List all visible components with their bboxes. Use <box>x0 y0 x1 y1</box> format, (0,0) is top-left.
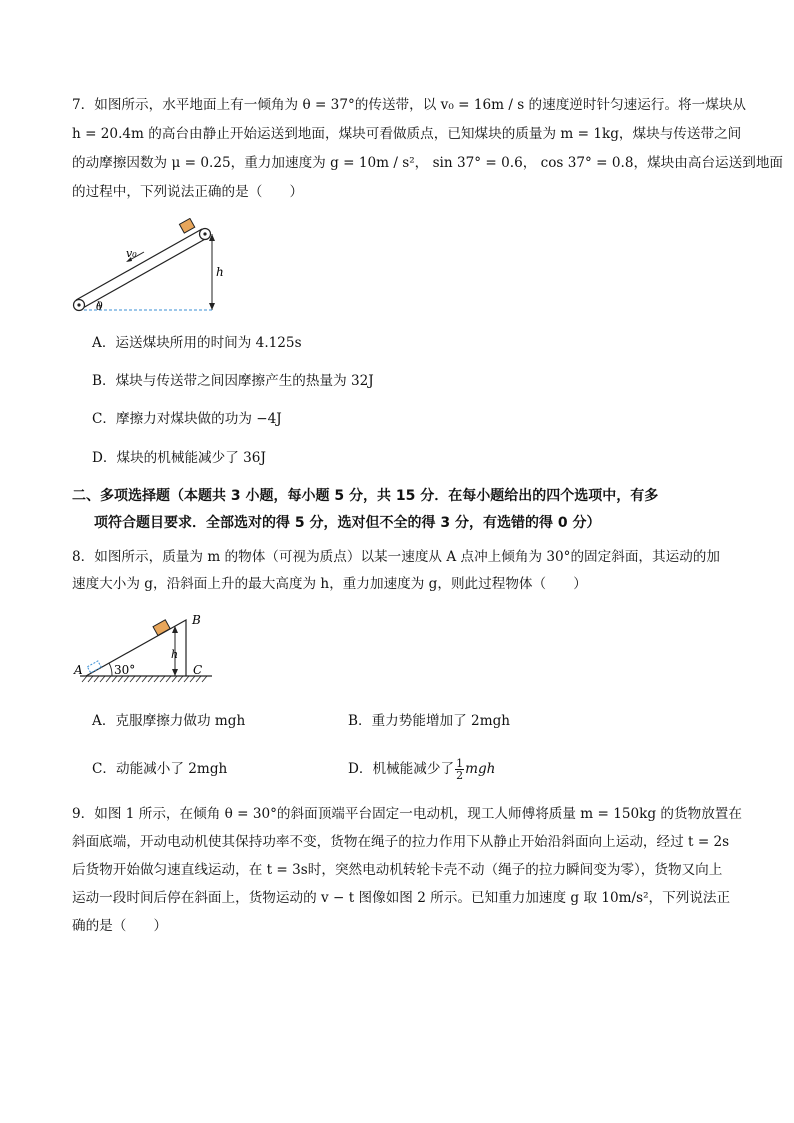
q8-stem-line-1: 8．如图所示，质量为 m 的物体（可视为质点）以某一速度从 A 点冲上倾角为 30°的固定斜面，其运动的加 <box>72 549 720 565</box>
angle-label: 30° <box>114 663 136 677</box>
section-2-heading: 二、多项选择题（本题共 3 小题，每小题 5 分，共 15 分．在每小题给出的四个选项中，有多 <box>72 488 659 504</box>
q7-option-b[interactable]: B．煤块与传送带之间因摩擦产生的热量为 32J <box>92 373 374 389</box>
belt-top-edge <box>76 229 202 300</box>
q8-stem-line-2: 速度大小为 g，沿斜面上升的最大高度为 h，重力加速度为 g，则此过程物体（ ） <box>72 576 587 592</box>
q7-stem-line-4: 的过程中，下列说法正确的是（ ） <box>72 184 304 200</box>
belt-bottom-edge <box>81 238 207 309</box>
q9-stem-line-1: 9．如图 1 所示，在倾角 θ = 30°的斜面顶端平台固定一电动机，现工人师傅将质量 m = 150kg 的货物放置在 <box>72 806 742 822</box>
q7-option-d[interactable]: D．煤块的机械能减少了 36J <box>92 450 266 466</box>
point-a-label: A <box>74 663 83 677</box>
q9-stem-line-2: 斜面底端，开动电动机使其保持功率不变，货物在绳子的拉力作用下从静止开始沿斜面向上运动，经过 t = 2s <box>72 834 730 850</box>
velocity-label: v₀ <box>126 247 137 260</box>
q7-stem-line-2: h = 20.4m 的高台由静止开始运送到地面，煤块可看做质点，已知煤块的质量为 m = 1kg，煤块与传送带之间 <box>72 126 742 142</box>
theta-label: θ <box>96 300 103 313</box>
q8-option-c[interactable]: C．动能减小了 2mgh <box>92 761 228 777</box>
q9-stem-line-5: 确的是（ ） <box>72 918 168 934</box>
object-block <box>153 620 170 636</box>
q8-option-b[interactable]: B．重力势能增加了 2mgh <box>348 713 511 729</box>
q8-option-d[interactable] <box>348 754 495 784</box>
q8-option-d-prefix: D．机械能减少了 <box>348 761 455 777</box>
height-label: h <box>171 648 179 661</box>
coal-block <box>179 218 194 233</box>
q7-stem-line-3: 的动摩擦因数为 μ = 0.25，重力加速度为 g = 10m / s²， sin 37° = 0.6， cos 37° = 0.8，煤块由高台运送到地面 <box>72 155 784 171</box>
one-half-fraction: $\frac{1}{2}$ <box>456 757 464 782</box>
point-b-label: B <box>192 613 201 627</box>
point-c-label: C <box>193 663 203 677</box>
q8-incline-figure <box>72 608 218 690</box>
q7-stem-line-1: 7．如图所示，水平地面上有一倾角为 θ = 37°的传送带，以 v₀ = 16m / s 的速度逆时针匀速运行。将一煤块从 <box>72 97 747 113</box>
q9-stem-line-3: 后货物开始做匀速直线运动，在 t = 3s时，突然电动机转轮卡壳不动（绳子的拉力瞬间变为零），货物又向上 <box>72 862 723 878</box>
q8-option-a[interactable]: A．克服摩擦力做功 mgh <box>92 713 246 729</box>
q8-option-d-suffix: mgh <box>465 761 496 777</box>
q9-stem-line-4: 运动一段时间后停在斜面上，货物运动的 v − t 图像如图 2 所示。已知重力加速度 g 取 10m/s²，下列说法正 <box>72 890 731 906</box>
q7-conveyor-figure <box>68 218 228 314</box>
q7-option-a[interactable]: A．运送煤块所用的时间为 4.125s <box>92 335 302 351</box>
q7-option-c[interactable]: C．摩擦力对煤块做的功为 −4J <box>92 411 282 427</box>
height-label: h <box>216 265 224 279</box>
section-2-heading-cont: 项符合题目要求．全部选对的得 5 分，选对但不全的得 3 分，有选错的得 0 分） <box>94 515 601 531</box>
